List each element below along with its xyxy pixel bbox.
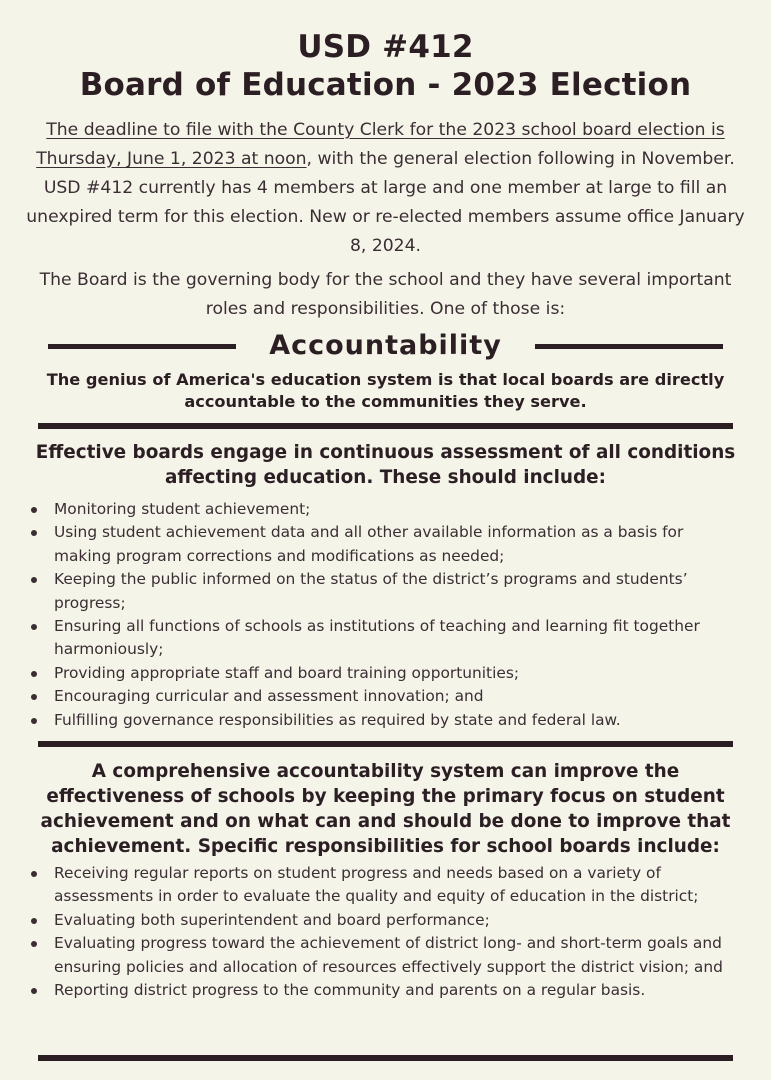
section-2-heading: A comprehensive accountability system can improve the effectiveness of schools by keeping the primary focus on student achievement and on what can and should be done to improve that achievement. Specific responsibilities for school boards include: [40,761,731,857]
title-line-2: Board of Education - 2023 Election [79,67,692,103]
divider-1 [38,423,733,429]
title-block [0,28,771,104]
title-line-1: USD #412 [297,29,474,65]
accountability-rule-right [535,344,723,349]
list-item: Providing appropriate staff and board training opportunities; [28,662,738,685]
list-item: Using student achievement data and all other available information as a basis for making program corrections and modifications as needed; [28,521,738,568]
list-item: Fulfilling governance responsibilities as required by state and federal law. [28,709,738,732]
intro-paragraph [18,116,753,261]
list-item: Encouraging curricular and assessment innovation; and [28,685,738,708]
accountability-header [48,328,723,364]
section-1-heading: Effective boards engage in continuous assessment of all conditions affecting education. These should include: [35,442,736,488]
list-item: Reporting district progress to the community and parents on a regular basis. [28,979,738,1002]
list-item: Ensuring all functions of schools as institutions of teaching and learning fit together harmoniously; [28,615,738,662]
list-item: Keeping the public informed on the status of the district’s programs and students’ progress; [28,568,738,615]
list-item: Evaluating both superintendent and board performance; [28,909,738,932]
section-2-list [28,862,738,1002]
section-1-list [28,498,738,732]
list-item: Evaluating progress toward the achievement of district long- and short-term goals and ensuring policies and allocation of resources effectively support the district vision; and [28,932,738,979]
divider-3 [38,1055,733,1061]
intro-rest-text: , with the general election following in November. USD #412 currently has 4 members at large and one member at large to fill an unexpired term for this election. New or re-elected members assume office January 8, 2024. [26,149,745,256]
deadline-text: The deadline to file with the County Clerk for the 2023 school board election is Thursday, June 1, 2023 at noon [36,120,725,169]
accountability-subtitle: The genius of America's education system is that local boards are directly accountable to the communities they serve. [46,370,725,411]
divider-2 [38,741,733,747]
list-item: Receiving regular reports on student progress and needs based on a variety of assessments in order to evaluate the quality and equity of education in the district; [28,862,738,909]
list-item: Monitoring student achievement; [28,498,738,521]
intro-paragraph-2: The Board is the governing body for the school and they have several important roles and responsibilities. One of those is: [39,270,732,319]
accountability-title: Accountability [269,330,502,361]
